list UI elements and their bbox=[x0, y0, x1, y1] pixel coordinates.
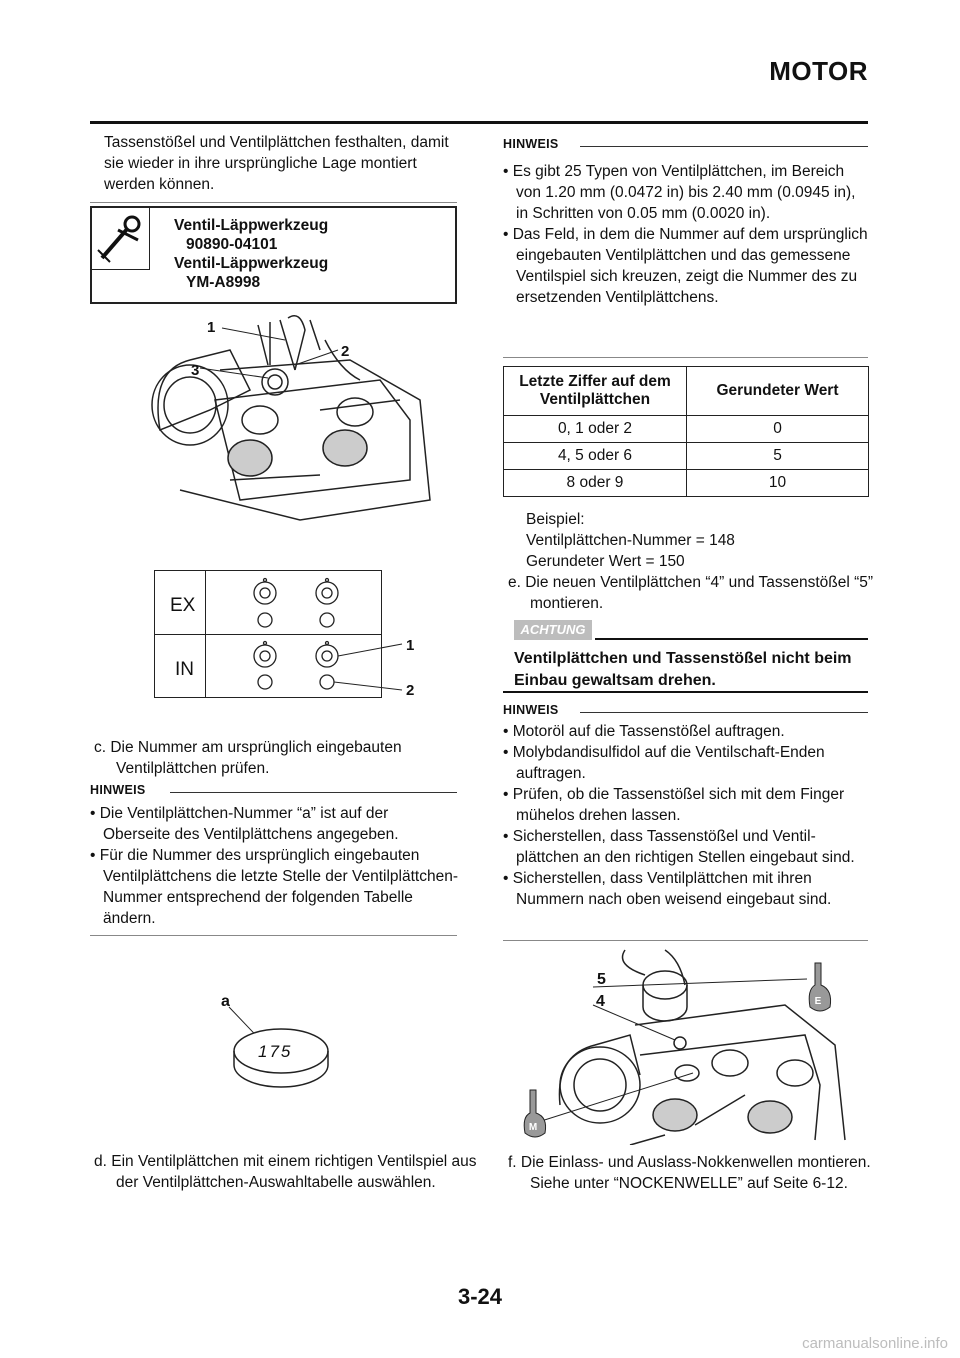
bullet: • Prüfen, ob die Tassenstößel sich mit dem Finger mühelos drehen lassen. bbox=[503, 786, 845, 824]
bullet: • Motoröl auf die Tassenstößel auftragen. bbox=[503, 723, 785, 740]
divider bbox=[90, 202, 457, 203]
bullet: • Sicherstellen, dass Ventilplättchen mit ihren Nummern nach oben weisend eingebaut sind. bbox=[503, 870, 832, 908]
hinweis-title: HINWEIS bbox=[503, 137, 559, 151]
diagram-in-label: IN bbox=[175, 659, 194, 680]
tool-name-2: Ventil-Läppwerkzeug bbox=[174, 255, 329, 272]
warning-text: Ventilplättchen und Tassenstößel nicht beim Einbau gewaltsam drehen. bbox=[514, 650, 852, 689]
hinweis-title: HINWEIS bbox=[503, 703, 559, 717]
bullet: • Das Feld, in dem die Nummer auf dem ursprünglich eingebauten Ventilplättchen und das gemessene Ventilspiel sich kreuzen, zeigt die Nummer des zu ersetzenden Ventilplättchens. bbox=[503, 226, 868, 306]
bullet: • Es gibt 25 Typen von Ventilplättchen, im Bereich von 1.20 mm (0.0472 in) bis 2.40 mm (0.0945 in), in Schritten von 0.05 mm (0.0020 in). bbox=[503, 163, 856, 222]
fig3-label-5: 5 bbox=[597, 971, 606, 988]
step-f: f. Die Einlass- und Auslass-Nokkenwellen montieren. Siehe unter “NOCKENWELLE” auf Seite 6-12. bbox=[508, 1154, 871, 1192]
hinweis-bullets-1 bbox=[503, 161, 871, 308]
hinweis-rule bbox=[580, 712, 868, 713]
achtung-rule bbox=[595, 638, 868, 640]
example-block: Beispiel: Ventilplättchen-Nummer = 148 Gerundeter Wert = 150 bbox=[526, 511, 735, 570]
hinweis-title: HINWEIS bbox=[90, 783, 146, 797]
bullet: • Sicherstellen, dass Tassenstößel und Ventilplättchen an den richtigen Stellen eingebaut sind. bbox=[503, 828, 855, 866]
tool-name-1: Ventil-Läppwerkzeug bbox=[174, 217, 329, 234]
bullet: • Molybdandisulfidol auf die Ventilschaft-Enden auftragen. bbox=[503, 744, 825, 782]
tool-wrench-icon bbox=[90, 206, 150, 270]
divider bbox=[503, 357, 868, 358]
table-header-row bbox=[504, 367, 869, 416]
watermark: carmanualsonline.info bbox=[802, 1335, 948, 1352]
fig1-label-2: 2 bbox=[341, 343, 350, 360]
bullet: • Für die Nummer des ursprünglich eingebauten Ventilplättchens die letzte Stelle der Ventilplättchen-Nummer entsprechend der folgenden Tabelle ändern. bbox=[90, 847, 459, 927]
step-c: c. Die Nummer am ursprünglich eingebauten Ventilplättchen prüfen. bbox=[94, 739, 402, 777]
diagram-ex-label: EX bbox=[170, 595, 196, 616]
warning-rule bbox=[503, 691, 868, 693]
step-e: e. Die neuen Ventilplättchen “4” und Tassenstößel “5” montieren. bbox=[508, 574, 874, 612]
table-row: 8 oder 9 10 bbox=[504, 470, 869, 497]
page-number: 3-24 bbox=[457, 1284, 503, 1309]
tool-number-2: YM-A8998 bbox=[186, 274, 261, 291]
step-d: d. Ein Ventilplättchen mit einem richtigen Ventilspiel aus der Ventilplättchen-Auswahltabelle auswählen. bbox=[94, 1153, 477, 1191]
shim-number: 175 bbox=[258, 1042, 293, 1061]
tool-number-1: 90890-04101 bbox=[186, 236, 278, 253]
achtung-badge: ACHTUNG bbox=[514, 620, 592, 640]
table-header-last-digit: Letzte Ziffer auf dem Ventilplättchen bbox=[504, 367, 687, 416]
cylinder-head-figure-1 bbox=[120, 310, 460, 530]
hinweis-bullets-c bbox=[90, 803, 458, 929]
table-row: 0, 1 oder 2 0 bbox=[504, 416, 869, 443]
fig2-label-1: 1 bbox=[406, 637, 415, 654]
intro-text: Tassenstößel und Ventilplättchen festhalten, damit sie wieder in ihre ursprüngliche Lage montiert werden können. bbox=[104, 134, 449, 193]
table-header-rounded: Gerundeter Wert bbox=[687, 367, 869, 416]
shim-label-a: a bbox=[221, 993, 230, 1010]
engine-oil-icon: E bbox=[814, 996, 822, 1007]
valve-circles bbox=[205, 570, 435, 698]
fig1-label-3: 3 bbox=[191, 362, 200, 379]
header-rule bbox=[90, 121, 868, 124]
fig2-label-2: 2 bbox=[406, 682, 415, 699]
hinweis-rule bbox=[580, 146, 868, 147]
hinweis-rule bbox=[170, 792, 457, 793]
cylinder-head-figure-2 bbox=[515, 945, 865, 1145]
bullet: • Die Ventilplättchen-Nummer “a” ist auf der Oberseite des Ventilplättchens angegeben. bbox=[90, 805, 399, 843]
table-row: 4, 5 oder 6 5 bbox=[504, 443, 869, 470]
rounding-table bbox=[503, 366, 869, 497]
divider bbox=[503, 940, 868, 941]
fig3-label-4: 4 bbox=[596, 993, 605, 1010]
fig1-label-1: 1 bbox=[207, 319, 216, 336]
moly-grease-icon: M bbox=[528, 1122, 538, 1133]
divider bbox=[90, 935, 457, 936]
page-header-title: MOTOR bbox=[769, 56, 868, 86]
special-tool-text bbox=[174, 216, 328, 292]
hinweis-bullets-2 bbox=[503, 721, 873, 910]
